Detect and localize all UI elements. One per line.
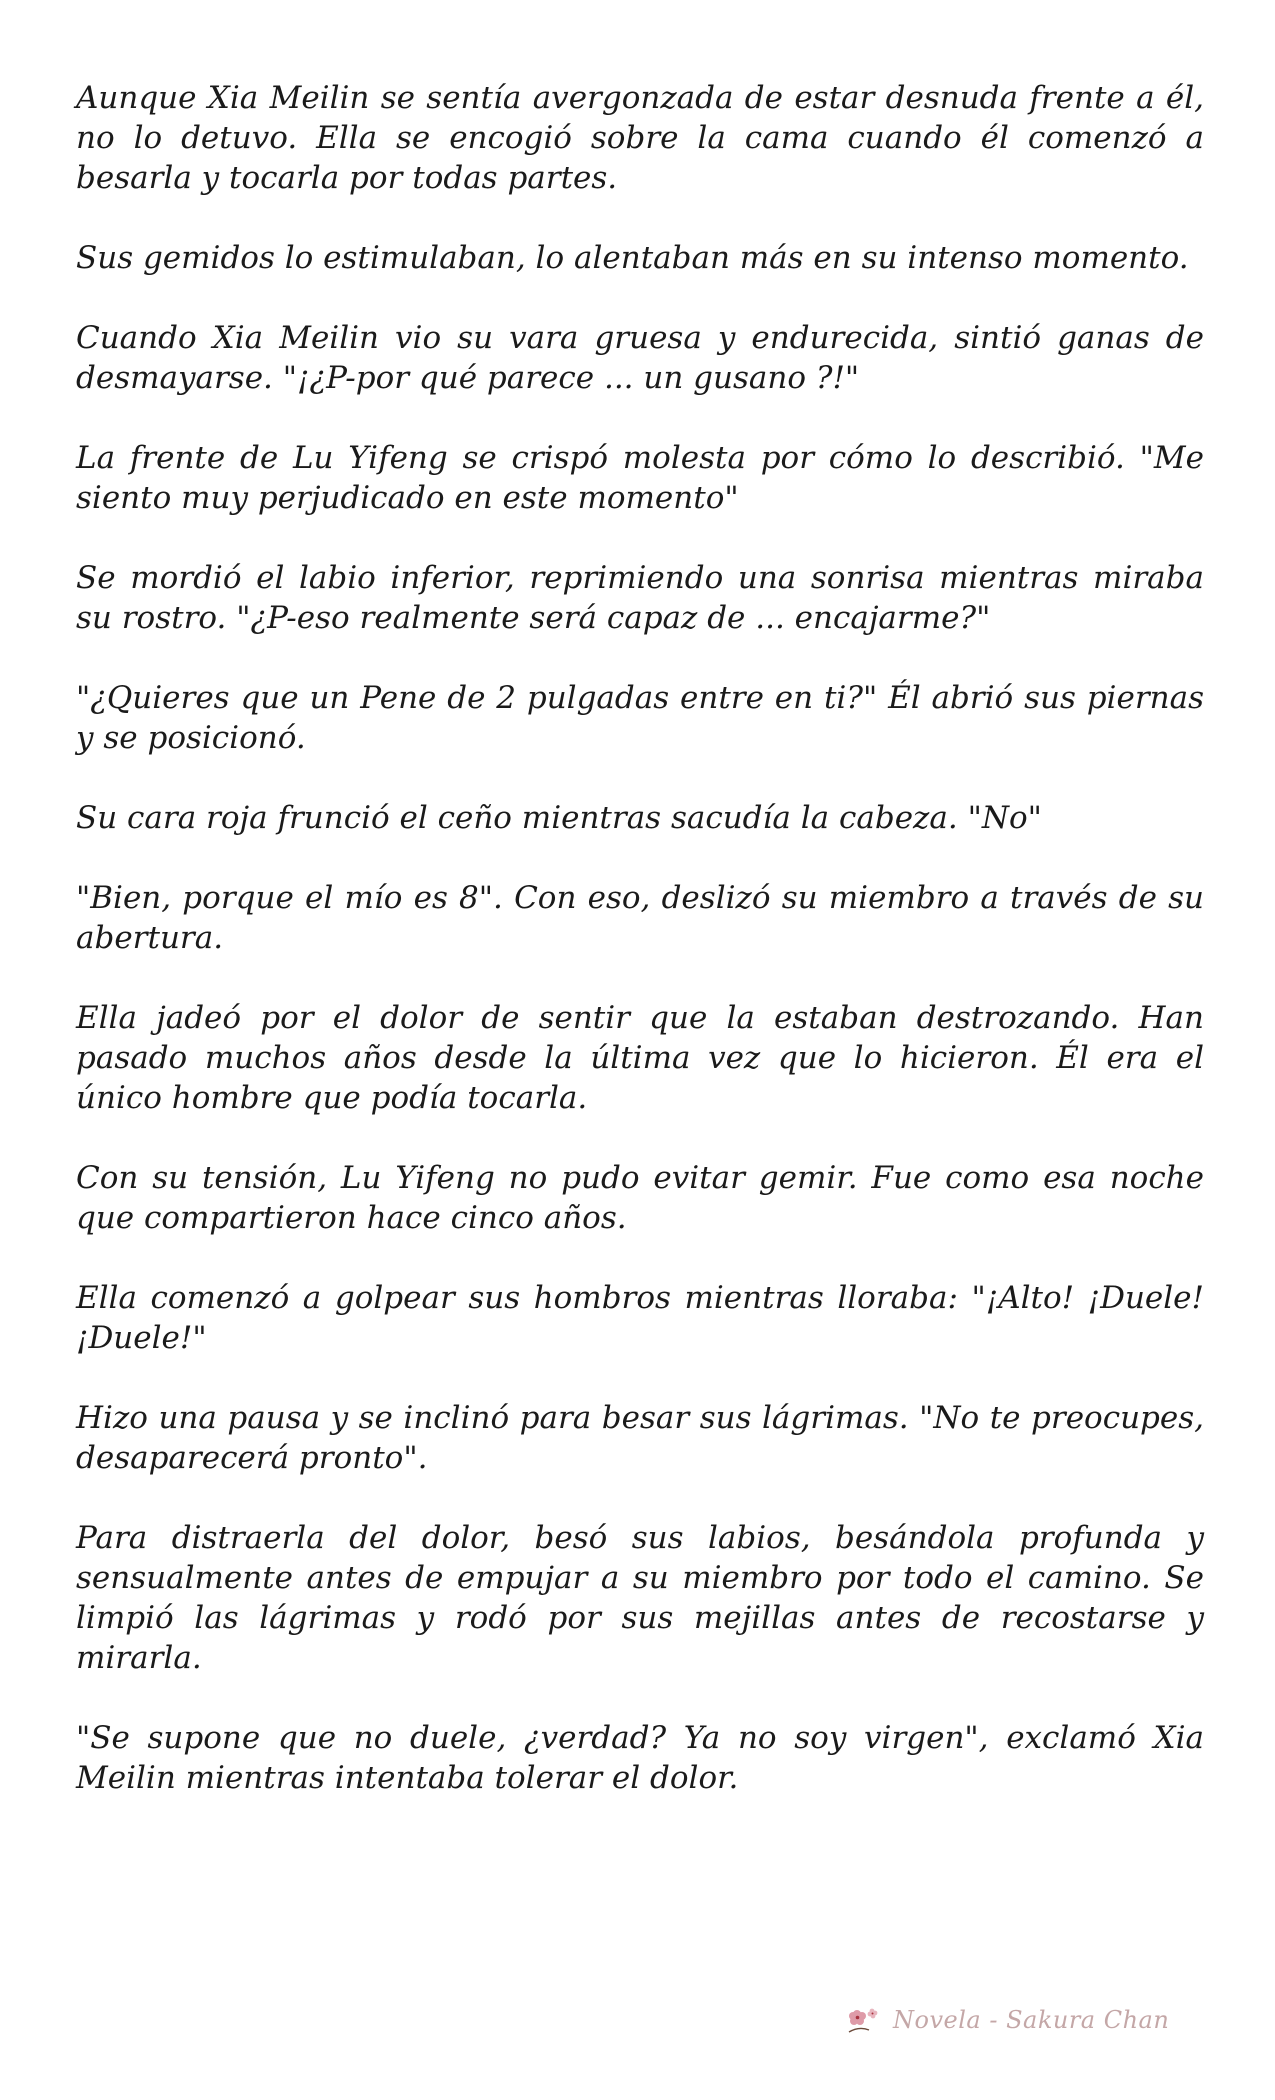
- paragraph: Se mordió el labio inferior, reprimiendo una sonrisa mientras miraba su rostro. "¿P-eso realmente será capaz de ... encajarme?": [76, 560, 1204, 636]
- paragraph: "¿Quieres que un Pene de 2 pulgadas entre en ti?" Él abrió sus piernas y se posicionó.: [76, 680, 1204, 756]
- paragraph: "Se supone que no duele, ¿verdad? Ya no soy virgen", exclamó Xia Meilin mientras intentaba tolerar el dolor.: [76, 1720, 1204, 1796]
- paragraph: Hizo una pausa y se inclinó para besar sus lágrimas. "No te preocupes, desaparecerá pronto".: [76, 1400, 1204, 1476]
- paragraph: La frente de Lu Yifeng se crispó molesta por cómo lo describió. "Me siento muy perjudicado en este momento": [76, 440, 1204, 516]
- watermark: [845, 2000, 1169, 2040]
- watermark-text: Novela - Sakura Chan: [893, 2006, 1170, 2034]
- paragraph: Con su tensión, Lu Yifeng no pudo evitar gemir. Fue como esa noche que compartieron hace cinco años.: [76, 1160, 1204, 1236]
- paragraph: Aunque Xia Meilin se sentía avergonzada de estar desnuda frente a él, no lo detuvo. Ella se encogió sobre la cama cuando él comenzó a besarla y tocarla por todas partes.: [76, 80, 1204, 196]
- paragraph: Ella comenzó a golpear sus hombros mientras lloraba: "¡Alto! ¡Duele! ¡Duele!": [76, 1280, 1204, 1356]
- sakura-flower-icon: [845, 2004, 885, 2036]
- paragraph: Su cara roja frunció el ceño mientras sacudía la cabeza. "No": [76, 800, 1042, 836]
- paragraph: Cuando Xia Meilin vio su vara gruesa y endurecida, sintió ganas de desmayarse. "¡¿P-por qué parece ... un gusano ?!": [76, 320, 1204, 396]
- document-body: [76, 78, 1204, 1838]
- paragraph: Para distraerla del dolor, besó sus labios, besándola profunda y sensualmente antes de empujar a su miembro por todo el camino. Se limpió las lágrimas y rodó por sus mejillas antes de recostarse y mirarla.: [76, 1520, 1204, 1676]
- paragraph: Ella jadeó por el dolor de sentir que la estaban destrozando. Han pasado muchos años desde la última vez que lo hicieron. Él era el único hombre que podía tocarla.: [76, 1000, 1204, 1116]
- paragraph: "Bien, porque el mío es 8". Con eso, deslizó su miembro a través de su abertura.: [76, 880, 1204, 956]
- paragraph: Sus gemidos lo estimulaban, lo alentaban más en su intenso momento.: [76, 240, 1189, 276]
